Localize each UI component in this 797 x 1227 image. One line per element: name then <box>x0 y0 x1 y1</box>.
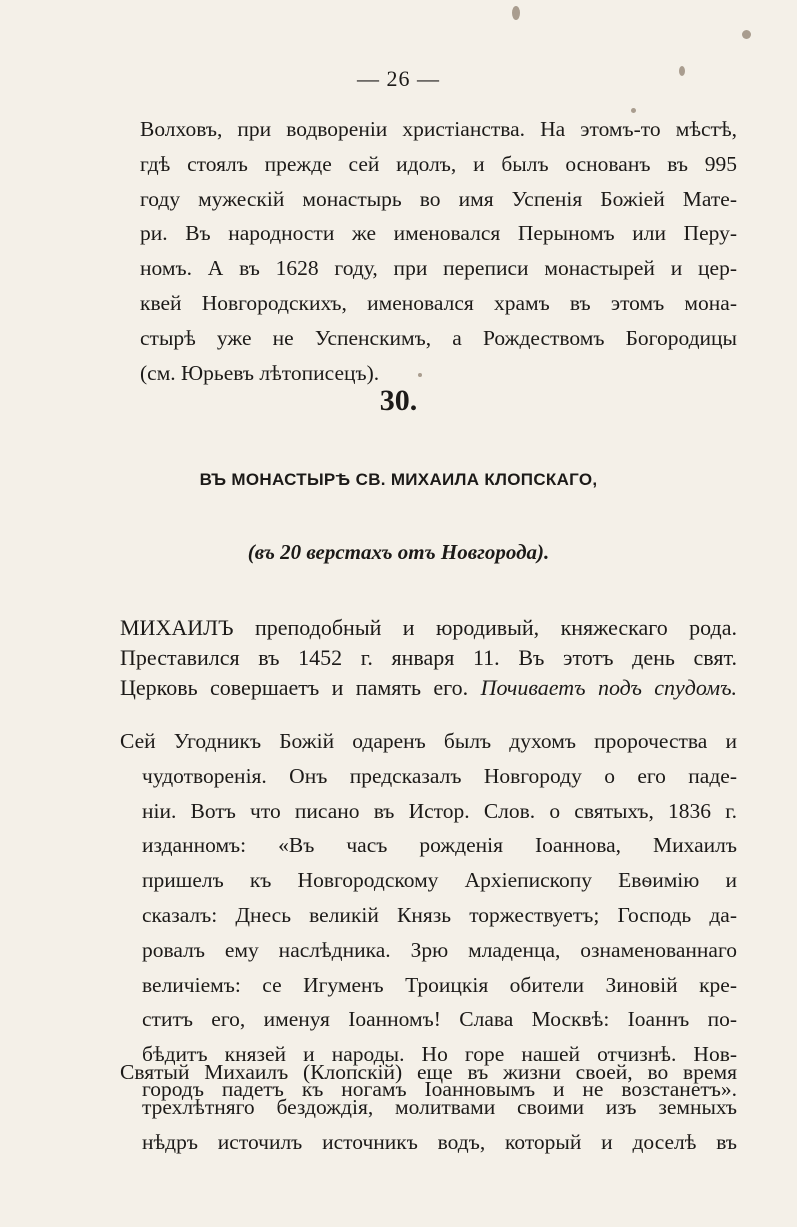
text-line: квей Новгородскихъ, именовался храмъ въ этомъ мона- <box>140 290 737 315</box>
paper-speck <box>679 66 685 76</box>
paper-speck <box>418 373 422 377</box>
text-line: МИХАИЛЪ преподобный и юродивый, княжескаго рода. <box>120 615 737 640</box>
text-line: Сей Угодникъ Божій одаренъ былъ духомъ пророчества и <box>120 729 737 753</box>
text-line: нѣдръ источилъ источникъ водъ, который и доселѣ въ <box>142 1129 737 1154</box>
text-line: величіемъ: се Игуменъ Троицкія обители Зиновій кре- <box>142 972 737 997</box>
paragraph-volkhov <box>140 112 737 390</box>
text-line <box>120 673 737 703</box>
section-subtitle: (въ 20 верстахъ отъ Новгорода). <box>247 540 550 564</box>
text-line: (см. Юрьевъ лѣтописецъ). <box>140 360 380 385</box>
text-line: пришелъ къ Новгородскому Архіепископу Евѳимію и <box>142 868 737 893</box>
text-line: Святый Михаилъ (Клопскій) еще въ жизни своей, во время <box>120 1060 737 1084</box>
text-line: изданномъ: «Въ часъ рожденія Іоаннова, Михаилъ <box>142 833 737 858</box>
text-line: ри. Въ народности же именовался Перыномъ или Перу- <box>140 221 737 246</box>
paper-speck <box>631 108 636 113</box>
section-title: ВЪ МОНАСТЫРѢ СВ. МИХАИЛА КЛОПСКАГО, <box>199 470 598 489</box>
text-line: трехлѣтняго бездождія, молитвами своими изъ земныхъ <box>142 1094 737 1119</box>
text-line: чудотворенія. Онъ предсказалъ Новгороду о его паде- <box>142 763 737 788</box>
text-segment: Церковь совершаетъ и память его. <box>120 675 469 700</box>
paper-speck <box>742 30 751 39</box>
paragraph-mikhail-intro <box>120 613 737 703</box>
text-line: Волховъ, при водвореніи христіанства. На этомъ-то мѣстѣ, <box>140 117 737 141</box>
text-line: гдѣ стоялъ прежде сей идолъ, и былъ основанъ въ 995 <box>140 151 737 176</box>
section-number: 30. <box>379 384 418 417</box>
text-line: сказалъ: Днесь великій Князь торжествуетъ; Господь да- <box>142 902 737 927</box>
text-line: ровалъ ему наслѣдника. Зрю младенца, ознаменованнаго <box>142 937 737 962</box>
paragraph-spring <box>120 1055 737 1159</box>
paper-speck <box>512 6 520 20</box>
text-line: номъ. А въ 1628 году, при переписи монастырей и цер- <box>140 256 737 281</box>
text-line: стырѣ уже не Успенскимъ, а Рождествомъ Богородицы <box>140 325 737 350</box>
text-line: ніи. Вотъ что писано въ Истор. Слов. о святыхъ, 1836 г. <box>142 798 737 823</box>
page-number: — 26 — <box>357 66 440 91</box>
text-line: году мужескій монастырь во имя Успенія Божіей Мате- <box>140 186 737 211</box>
text-line: ститъ его, именуя Іоанномъ! Слава Москвѣ: Іоаннъ по- <box>142 1007 737 1032</box>
italic-phrase: Почиваетъ подъ спудомъ. <box>480 675 738 700</box>
paragraph-prophecy <box>120 724 737 1107</box>
text-line: бѣдитъ князей и народы. Но горе нашей отчизнѣ. Нов- <box>142 1042 737 1067</box>
text-line: городъ падетъ къ ногамъ Іоанновымъ и не возстанетъ». <box>142 1076 737 1101</box>
text-line: Преставился въ 1452 г. января 11. Въ этотъ день свят. <box>120 645 737 670</box>
